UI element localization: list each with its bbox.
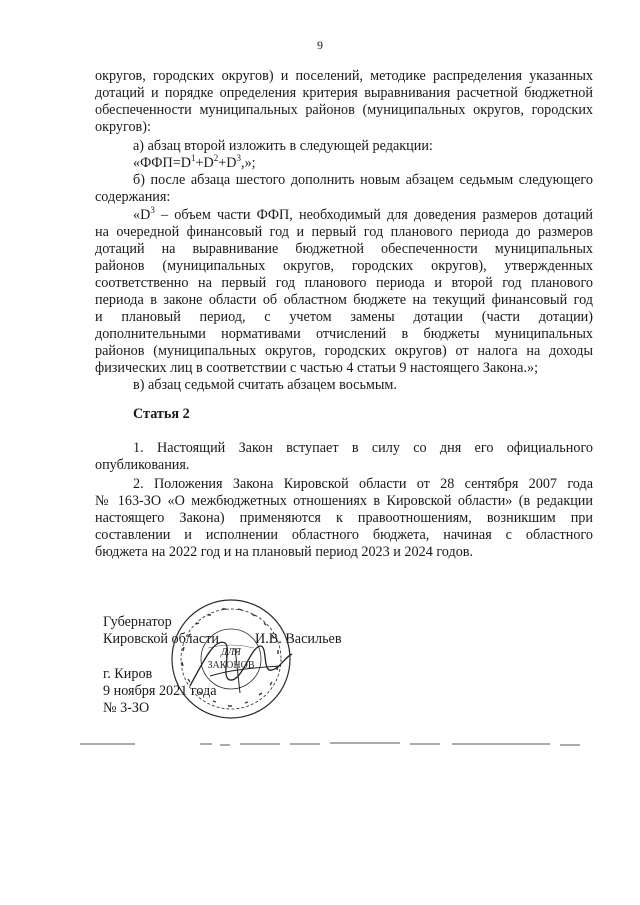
region-name: Кировской области bbox=[103, 631, 219, 647]
governor-title: Губернатор bbox=[103, 614, 172, 630]
text-line: № 163-ЗО «О межбюджетных отношениях в Кировской области» (в редакции bbox=[95, 493, 593, 509]
text-line: на очередной финансовый год и первый год планового периода до размеров bbox=[95, 224, 593, 240]
text-line: б) после абзаца шестого дополнить новым абзацем седьмым следующего bbox=[133, 172, 593, 188]
seal-text-line1: ДЛЯ bbox=[221, 647, 241, 658]
text-line: районов (муниципальных округов, городских округов), утвержденных bbox=[95, 258, 593, 274]
article-heading: Статья 2 bbox=[133, 406, 190, 422]
governor-name: И.В. Васильев bbox=[255, 631, 342, 647]
text-line: 1. Настоящий Закон вступает в силу со дня его официального bbox=[133, 440, 593, 456]
text-line: округов): bbox=[95, 119, 151, 135]
text-line: содержания: bbox=[95, 189, 171, 205]
text-line: физических лиц в соответствии с частью 4 статьи 9 настоящего Закона.»; bbox=[95, 360, 539, 376]
city: г. Киров bbox=[103, 666, 153, 682]
formula-line: «$ФФП=D^1+D^2+D^3$,»; bbox=[133, 153, 256, 171]
text-line: дотаций и порядке определения критерия выравнивания расчетной бюджетной bbox=[95, 85, 593, 101]
scan-artifact-line bbox=[80, 740, 580, 748]
text-line: периода в законе области об областном бюджете на текущий финансовый год bbox=[95, 292, 593, 308]
text-line: районов (муниципальных округов, городских округов) от налога на доходы bbox=[95, 343, 593, 359]
text-line: и плановый период, с учетом замены дотации (части дотации) bbox=[95, 309, 593, 325]
text-line: в) абзац седьмой считать абзацем восьмым. bbox=[133, 377, 397, 393]
text-line: соответственно на первый год планового периода и второй год планового bbox=[95, 275, 593, 291]
signing-date: 9 ноября 2021 года bbox=[103, 683, 217, 699]
handwritten-signature bbox=[180, 618, 300, 708]
text-line: бюджета на 2022 год и на плановый период 2023 и 2024 годов. bbox=[95, 544, 474, 560]
text-line: округов, городских округов) и поселений, методике распределения указанных bbox=[95, 68, 593, 84]
text-line: опубликования. bbox=[95, 457, 190, 473]
seal-text-line2: ЗАКОНОВ bbox=[207, 660, 255, 671]
text-line: дотаций на выравнивание бюджетной обеспеченности муниципальных bbox=[95, 241, 593, 257]
text-line: а) абзац второй изложить в следующей редакции: bbox=[133, 138, 433, 154]
law-number: № 3-ЗО bbox=[103, 700, 150, 716]
text-line: 2. Положения Закона Кировской области от 28 сентября 2007 года bbox=[133, 476, 593, 492]
text-line: составлении и исполнении областного бюджета, начиная с областного bbox=[95, 527, 593, 543]
page-number: 9 bbox=[317, 38, 323, 52]
text-line: обеспеченности муниципальных районов (муниципальных округов, городских bbox=[95, 102, 593, 118]
text-line: «$D^3$ – объем части ФФП, необходимый для доведения размеров дотаций bbox=[133, 205, 593, 223]
text-line: дополнительными нормативами отчислений в бюджеты муниципальных bbox=[95, 326, 593, 342]
text-line: настоящего Закона) применяются к правоотношениям, возникшим при bbox=[95, 510, 593, 526]
